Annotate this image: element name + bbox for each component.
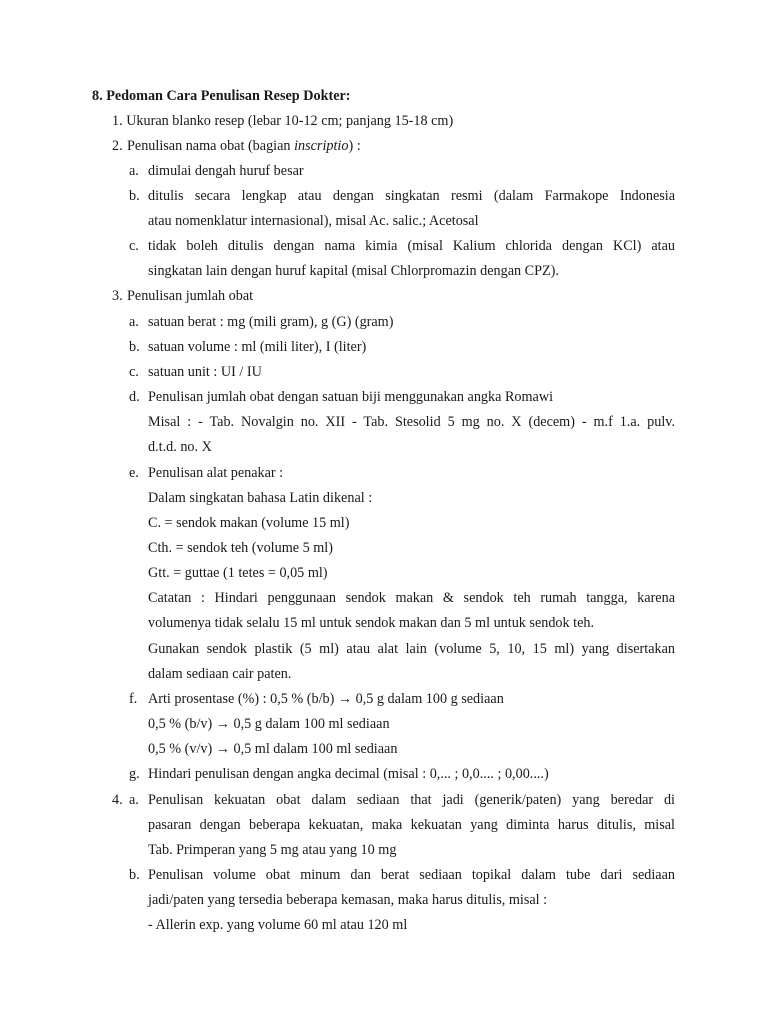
item-3e-line-1: Penulisan alat penakar : — [148, 465, 284, 481]
item-4b-marker: b. — [129, 867, 140, 883]
item-2b-line-2: atau nomenklatur internasional), misal Ac. salic.; Acetosal — [148, 213, 479, 229]
item-3f-line-3: 0,5 % (v/v) → 0,5 ml dalam 100 ml sediaan — [148, 741, 398, 757]
item-3f-line-1: Arti prosentase (%) : 0,5 % (b/b) → 0,5 g dalam 100 g sediaan — [148, 691, 504, 707]
item-3g: Hindari penulisan dengan angka decimal (misal : 0,... ; 0,0.... ; 0,00....) — [148, 766, 549, 782]
item-3g-marker: g. — [129, 766, 140, 782]
item-3e-line-6: Catatan : Hindari penggunaan sendok makan & sendok teh rumah tangga, karena — [148, 590, 675, 606]
item-4b-line-3: - Allerin exp. yang volume 60 ml atau 120 ml — [148, 917, 408, 933]
item-3e-marker: e. — [129, 465, 139, 481]
item-4b-line-1: Penulisan volume obat minum dan berat sediaan topikal dalam tube dari sediaan — [148, 867, 675, 883]
item-3f-line-2: 0,5 % (b/v) → 0,5 g dalam 100 ml sediaan — [148, 716, 390, 732]
section-title: 8. Pedoman Cara Penulisan Resep Dokter: — [92, 88, 351, 104]
item-3f-marker: f. — [129, 691, 138, 707]
item-3e-line-4: Cth. = sendok teh (volume 5 ml) — [148, 540, 333, 556]
item-3d-line-1: Penulisan jumlah obat dengan satuan biji menggunakan angka Romawi — [148, 389, 554, 405]
item-2a-marker: a. — [129, 163, 139, 179]
item-3d-line-2: Misal : - Tab. Novalgin no. XII - Tab. Stesolid 5 mg no. X (decem) - m.f 1.a. pulv. — [148, 414, 675, 430]
item-3e-line-2: Dalam singkatan bahasa Latin dikenal : — [148, 490, 373, 506]
inscriptio-term: inscriptio — [294, 138, 349, 154]
item-2c-marker: c. — [129, 238, 139, 254]
item-3a: satuan berat : mg (mili gram), g (G) (gram) — [148, 314, 394, 330]
item-2b-marker: b. — [129, 188, 140, 204]
item-2b-line-1: ditulis secara lengkap atau dengan singkatan resmi (dalam Farmakope Indonesia — [148, 188, 675, 204]
item-2a: dimulai dengah huruf besar — [148, 163, 304, 179]
item-4a-line-3: Tab. Primperan yang 5 mg atau yang 10 mg — [148, 842, 397, 858]
item-1: 1. Ukuran blanko resep (lebar 10-12 cm; panjang 15-18 cm) — [112, 113, 454, 129]
item-4b-line-2: jadi/paten yang tersedia beberapa kemasan, maka harus ditulis, misal : — [148, 892, 548, 908]
item-3e-line-8: Gunakan sendok plastik (5 ml) atau alat lain (volume 5, 10, 15 ml) yang disertakan — [148, 641, 675, 657]
item-2-heading: Penulisan nama obat (bagian inscriptio) : — [127, 138, 361, 154]
item-3e-line-9: dalam sediaan cair paten. — [148, 666, 292, 682]
item-2c-line-1: tidak boleh ditulis dengan nama kimia (misal Kalium chlorida dengan KCl) atau — [148, 238, 675, 254]
item-3e-line-7: volumenya tidak selalu 15 ml untuk sendok makan dan 5 ml untuk sendok teh. — [148, 615, 595, 631]
item-3-number: 3. — [112, 288, 123, 304]
item-3a-marker: a. — [129, 314, 139, 330]
item-4a-marker: a. — [129, 792, 139, 808]
item-4-number: 4. — [112, 792, 123, 808]
item-3c-marker: c. — [129, 364, 139, 380]
item-4a-line-1: Penulisan kekuatan obat dalam sediaan that jadi (generik/paten) yang beredar di — [148, 792, 675, 808]
item-2-number: 2. — [112, 138, 123, 154]
item-3e-line-3: C. = sendok makan (volume 15 ml) — [148, 515, 350, 531]
item-3e-line-5: Gtt. = guttae (1 tetes = 0,05 ml) — [148, 565, 328, 581]
item-3d-marker: d. — [129, 389, 140, 405]
item-4a-line-2: pasaran dengan beberapa kekuatan, maka kekuatan yang diminta harus ditulis, misal — [148, 817, 675, 833]
item-3c: satuan unit : UI / IU — [148, 364, 262, 380]
item-2c-line-2: singkatan lain dengan huruf kapital (misal Chlorpromazin dengan CPZ). — [148, 263, 559, 279]
item-3b: satuan volume : ml (mili liter), I (liter) — [148, 339, 367, 355]
item-3d-line-3: d.t.d. no. X — [148, 439, 212, 455]
item-3-heading: Penulisan jumlah obat — [127, 288, 254, 304]
item-3b-marker: b. — [129, 339, 140, 355]
